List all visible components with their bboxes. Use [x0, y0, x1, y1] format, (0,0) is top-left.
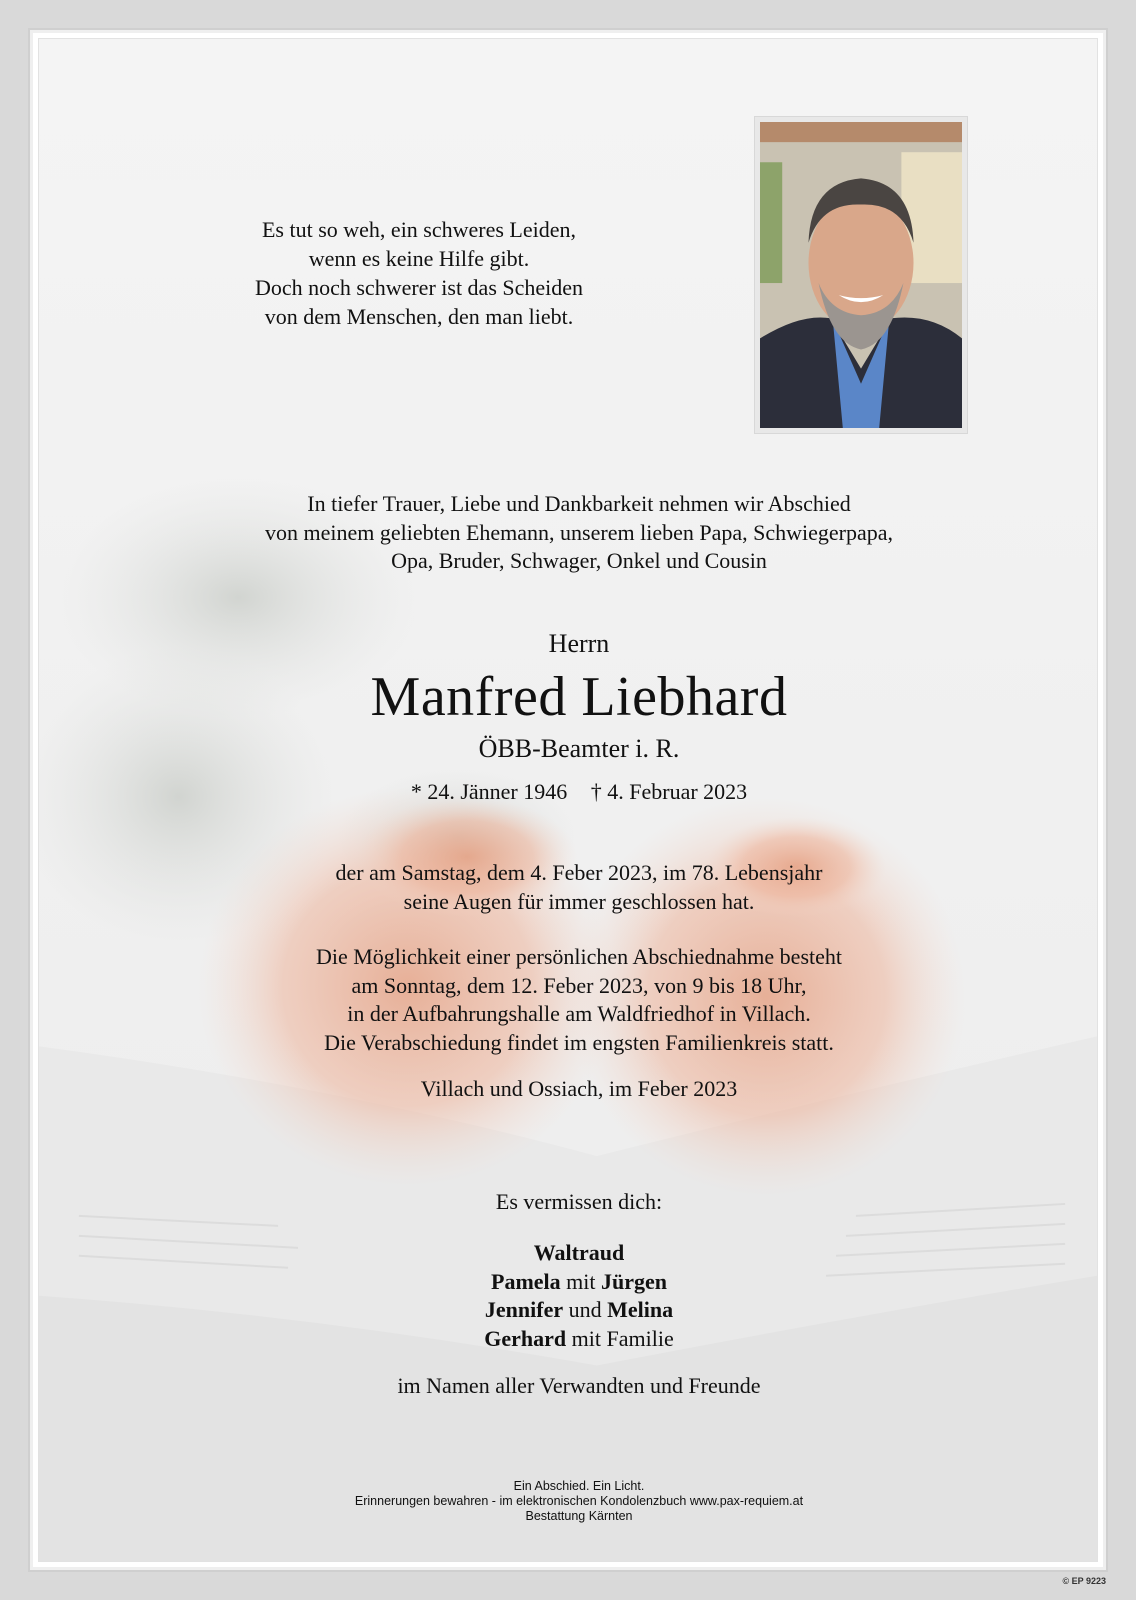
- farewell-text: [179, 943, 979, 1057]
- mourners-list: [279, 1239, 879, 1353]
- passing-line: der am Samstag, dem 4. Feber 2023, im 78. Lebensjahr: [335, 860, 823, 885]
- poem-line: wenn es keine Hilfe gibt.: [308, 246, 530, 271]
- farewell-line: am Sonntag, dem 12. Feber 2023, von 9 bis 18 Uhr,: [351, 972, 807, 998]
- mourner-line: [279, 1268, 879, 1297]
- missing-label: Es vermissen dich:: [495, 1189, 663, 1214]
- footer-line: Bestattung Kärnten: [525, 1509, 633, 1523]
- mourner-conjunction: mit Familie: [566, 1325, 674, 1351]
- mourner-conjunction: und: [563, 1297, 608, 1322]
- footer: [229, 1479, 929, 1524]
- mourner-name: Melina: [607, 1297, 674, 1322]
- mourner-name: Pamela: [491, 1268, 561, 1294]
- life-dates: [279, 779, 879, 805]
- passing-text: [179, 859, 979, 916]
- mourner-name: Waltraud: [533, 1240, 625, 1265]
- obituary-page: [38, 38, 1098, 1562]
- poem-line: Es tut so weh, ein schweres Leiden,: [261, 217, 577, 242]
- portrait-photo: [755, 117, 967, 433]
- mourner-line: [279, 1296, 879, 1325]
- mourner-name: Jürgen: [601, 1268, 667, 1294]
- farewell-line: Die Möglichkeit einer persönlichen Abschiednahme besteht: [315, 944, 842, 969]
- obituary-frame: [28, 28, 1108, 1572]
- deceased-profession: ÖBB-Beamter i. R.: [478, 734, 680, 763]
- mourner-conjunction: mit: [560, 1268, 601, 1294]
- salutation: Herrn: [548, 629, 610, 658]
- footer-line: Erinnerungen bewahren - im elektronischen Kondolenzbuch www.pax-requiem.at: [354, 1494, 804, 1508]
- passing-line: seine Augen für immer geschlossen hat.: [403, 888, 755, 914]
- footer-line: Ein Abschied. Ein Licht.: [513, 1479, 645, 1493]
- intro-line: Opa, Bruder, Schwager, Onkel und Cousin: [391, 548, 767, 573]
- print-mark: © EP 9223: [1062, 1576, 1106, 1586]
- death-date: † 4. Februar 2023: [590, 779, 748, 804]
- poem: [199, 215, 639, 331]
- poem-line: von dem Menschen, den man liebt.: [264, 304, 574, 329]
- intro-line: von meinem geliebten Ehemann, unserem lieben Papa, Schwiegerpapa,: [264, 519, 893, 545]
- deceased-name: Manfred Liebhard: [370, 666, 788, 728]
- mourner-line: [279, 1239, 879, 1268]
- relatives-line: im Namen aller Verwandten und Freunde: [397, 1373, 761, 1398]
- intro-line: In tiefer Trauer, Liebe und Dankbarkeit nehmen wir Abschied: [307, 491, 851, 516]
- poem-line: Doch noch schwerer ist das Scheiden: [254, 275, 584, 300]
- farewell-line: in der Aufbahrungshalle am Waldfriedhof in Villach.: [347, 1001, 811, 1026]
- mourner-name: Jennifer: [484, 1297, 564, 1322]
- intro-text: [139, 490, 1019, 576]
- birth-date: * 24. Jänner 1946: [410, 779, 568, 804]
- place-date: Villach und Ossiach, im Feber 2023: [420, 1076, 738, 1101]
- mourner-line: [279, 1325, 879, 1354]
- farewell-line: Die Verabschiedung findet im engsten Familienkreis statt.: [324, 1029, 834, 1055]
- mourner-name: Gerhard: [484, 1325, 567, 1351]
